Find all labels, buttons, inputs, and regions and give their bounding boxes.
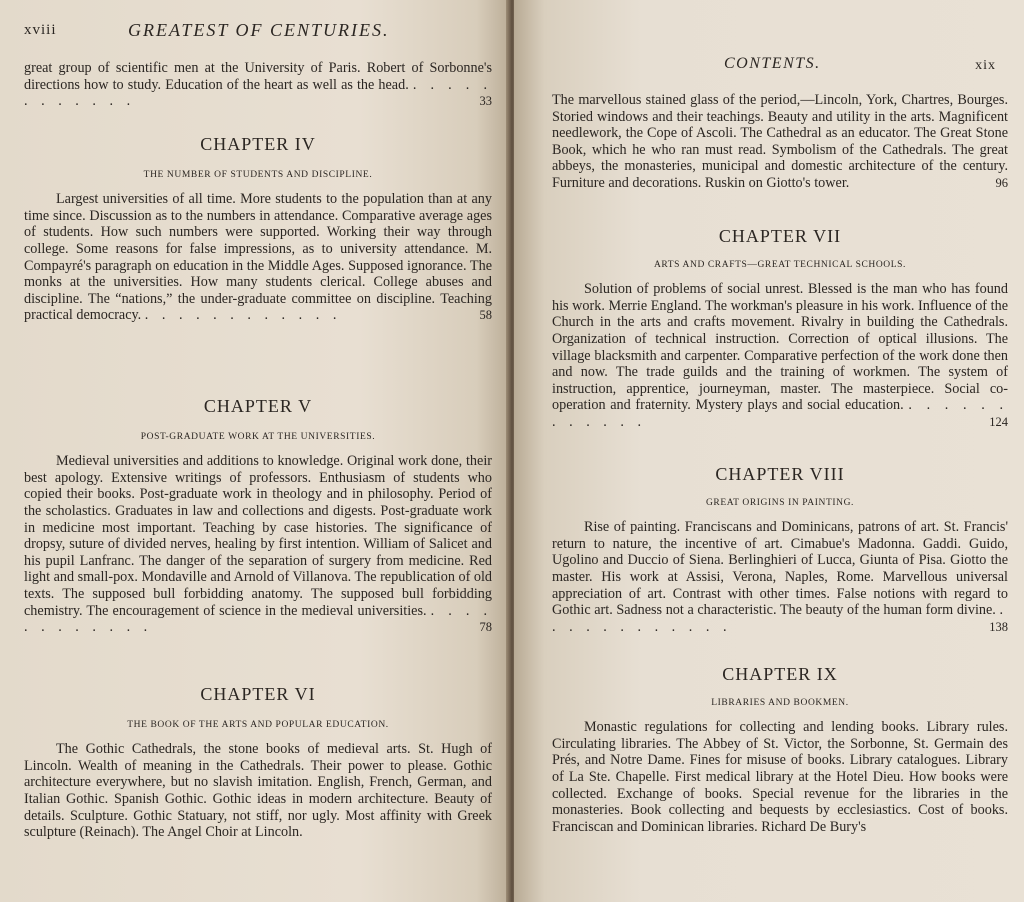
page-ref: 124 — [989, 414, 1008, 429]
left-continuation-block — [24, 60, 492, 110]
page-ref: 138 — [989, 619, 1008, 634]
chapter-heading: CHAPTER VI — [200, 684, 316, 704]
chapter-subtitle: ARTS AND CRAFTS—GREAT TECHNICAL SCHOOLS. — [653, 259, 907, 270]
chapter-summary: Rise of painting. Franciscans and Dominicans, patrons of art. St. Francis' return to nature, the incentive of art. Cimabue's Madonna. Gaddi. Guido, Ugolino and Duccio of Siena. Berlinghieri of Lucca, Giunta of Pisa. Giotto the master. His work at Assisi, Verona, Naples, Rome. Marvellous universal appreciation of art. Contrast with other times. False notions with regard to Gothic art. Sadness not a characteristic. The beauty of the human form divine. . . . . . . . . . . . . 138 — [552, 519, 1008, 635]
right-continuation-block — [552, 92, 1008, 192]
chapter-heading: CHAPTER IX — [722, 664, 838, 684]
chapter-summary: Solution of problems of social unrest. Blessed is the man who has found his work. Merrie England. The workman's pleasure in his work. Influence of the Church in the arts and crafts movement. Rivalry in building the Cathedrals. Organization of technical instruction. Correction of optical illusions. The village blacksmith and carpenter. Comparative perfection of the work done then and now. The trade guilds and the training of workmen. The system of instruction, apprentice, journeyman, master. The masterpiece. Social co-operation and fraternity. Mystery plays and social education. . . . . . . . . . . . . 124 — [552, 281, 1008, 430]
continuation-text: The marvellous stained glass of the period,—Lincoln, York, Chartres, Bourges. Storied windows and their teachings. Beauty and utility in the arts. Magnificent needlework, the Cope of Ascoli. The Cathedral as an educator. The Great Stone Book, which he who ran must read. Symbolism of the Cathedrals. The great abbeys, the monasteries, municipal and domestic architecture of the century. Furniture and decorations. Ruskin on Giotto's tower. 96 — [552, 92, 1008, 191]
chapter-heading: CHAPTER VIII — [715, 464, 845, 484]
right-page-number: xix — [975, 58, 996, 73]
page-ref: 58 — [479, 308, 492, 323]
left-running-title: GREATEST OF CENTURIES. — [128, 20, 390, 40]
chapter-vii — [552, 228, 1008, 431]
chapter-heading: CHAPTER VII — [718, 226, 842, 246]
continuation-text: great group of scientific men at the University of Paris. Robert of Sorbonne's directions how to study. Education of the heart as well as the head. . . . . . . . . . . . . 33 — [24, 60, 492, 110]
chapter-summary: Largest universities of all time. More students to the population than at any time since. Discussion as to the numbers in attendance. Comparative average ages of students. How such numbers were supported. Working their way through college. Some reasons for false impressions, as to university attendance. M. Compayré's paragraph on education in the Middle Ages. Supposed ignorance. The monks at the universities. How many students clerical. College abuses and discipline. The “nations,” the under-graduate committee on discipline. Teaching practical democracy. . . . . . . . . . . . . 58 — [24, 191, 492, 324]
chapter-subtitle: THE NUMBER OF STUDENTS AND DISCIPLINE. — [143, 169, 373, 180]
page-ref: 96 — [995, 175, 1008, 190]
chapter-heading: CHAPTER V — [203, 396, 313, 416]
right-running-title: CONTENTS. — [724, 55, 821, 72]
right-page — [514, 0, 1024, 902]
left-page-number: xviii — [24, 22, 57, 38]
chapter-summary: The Gothic Cathedrals, the stone books of medieval arts. St. Hugh of Lincoln. Wealth of meaning in the Cathedrals. Their power to please. Gothic architecture everywhere, but no slavish imitation. English, French, German, and Italian Gothic. Spanish Gothic. Gothic ideas in modern architecture. Beauty of details. Sculpture. Gothic Statuary, not stiff, nor ugly. Most affinity with Greek sculpture (Reinach). The Angel Choir at Lincoln. — [24, 741, 492, 841]
chapter-vi — [24, 686, 492, 841]
chapter-heading: CHAPTER IV — [200, 134, 316, 154]
chapter-subtitle: POST-GRADUATE WORK AT THE UNIVERSITIES. — [140, 431, 376, 442]
chapter-viii — [552, 466, 1008, 635]
chapter-subtitle: GREAT ORIGINS IN PAINTING. — [705, 497, 855, 508]
chapter-iv — [24, 136, 492, 324]
page-ref: 78 — [479, 620, 492, 635]
chapter-summary: Monastic regulations for collecting and lending books. Library rules. Circulating libraries. The Abbey of St. Victor, the Sorbonne, St. Germain des Prés, and Notre Dame. Fines for misuse of books. Library catalogues. Library of La Ste. Chapelle. First medical library at the Hotel Dieu. How books were collected. Exchange of books. Special revenue for the libraries in the monasteries. Book collecting and bequests by ecclesiastics. Cost of books. Franciscan and Dominican libraries. Richard De Bury's — [552, 719, 1008, 835]
chapter-summary: Medieval universities and additions to knowledge. Original work done, their best apology. Extensive writings of professors. Enthusiasm of students who copied their books. Post-graduate work in theology and in philosophy. Period of the scholastics. Graduates in law and collections and digests. Post-graduate work in medicine most important. Teaching by case histories. The significance of dropsy, suture of divided nerves, healing by first intention. William of Salicet and his pupil Lanfranc. The danger of the separation of surgery from medicine. Red light and small-pox. Mondaville and Arnold of Villanova. The republication of old texts. The supposed bull forbidding anatomy. The supposed bull forbidding chemistry. The encouragement of science in the medieval universities. . . . . . . . . . . . . 78 — [24, 453, 493, 636]
chapter-ix — [552, 666, 1008, 835]
chapter-subtitle: LIBRARIES AND BOOKMEN. — [711, 697, 849, 708]
page-ref: 33 — [479, 94, 492, 109]
chapter-subtitle: THE BOOK OF THE ARTS AND POPULAR EDUCATION. — [127, 719, 389, 730]
chapter-v — [24, 398, 492, 636]
